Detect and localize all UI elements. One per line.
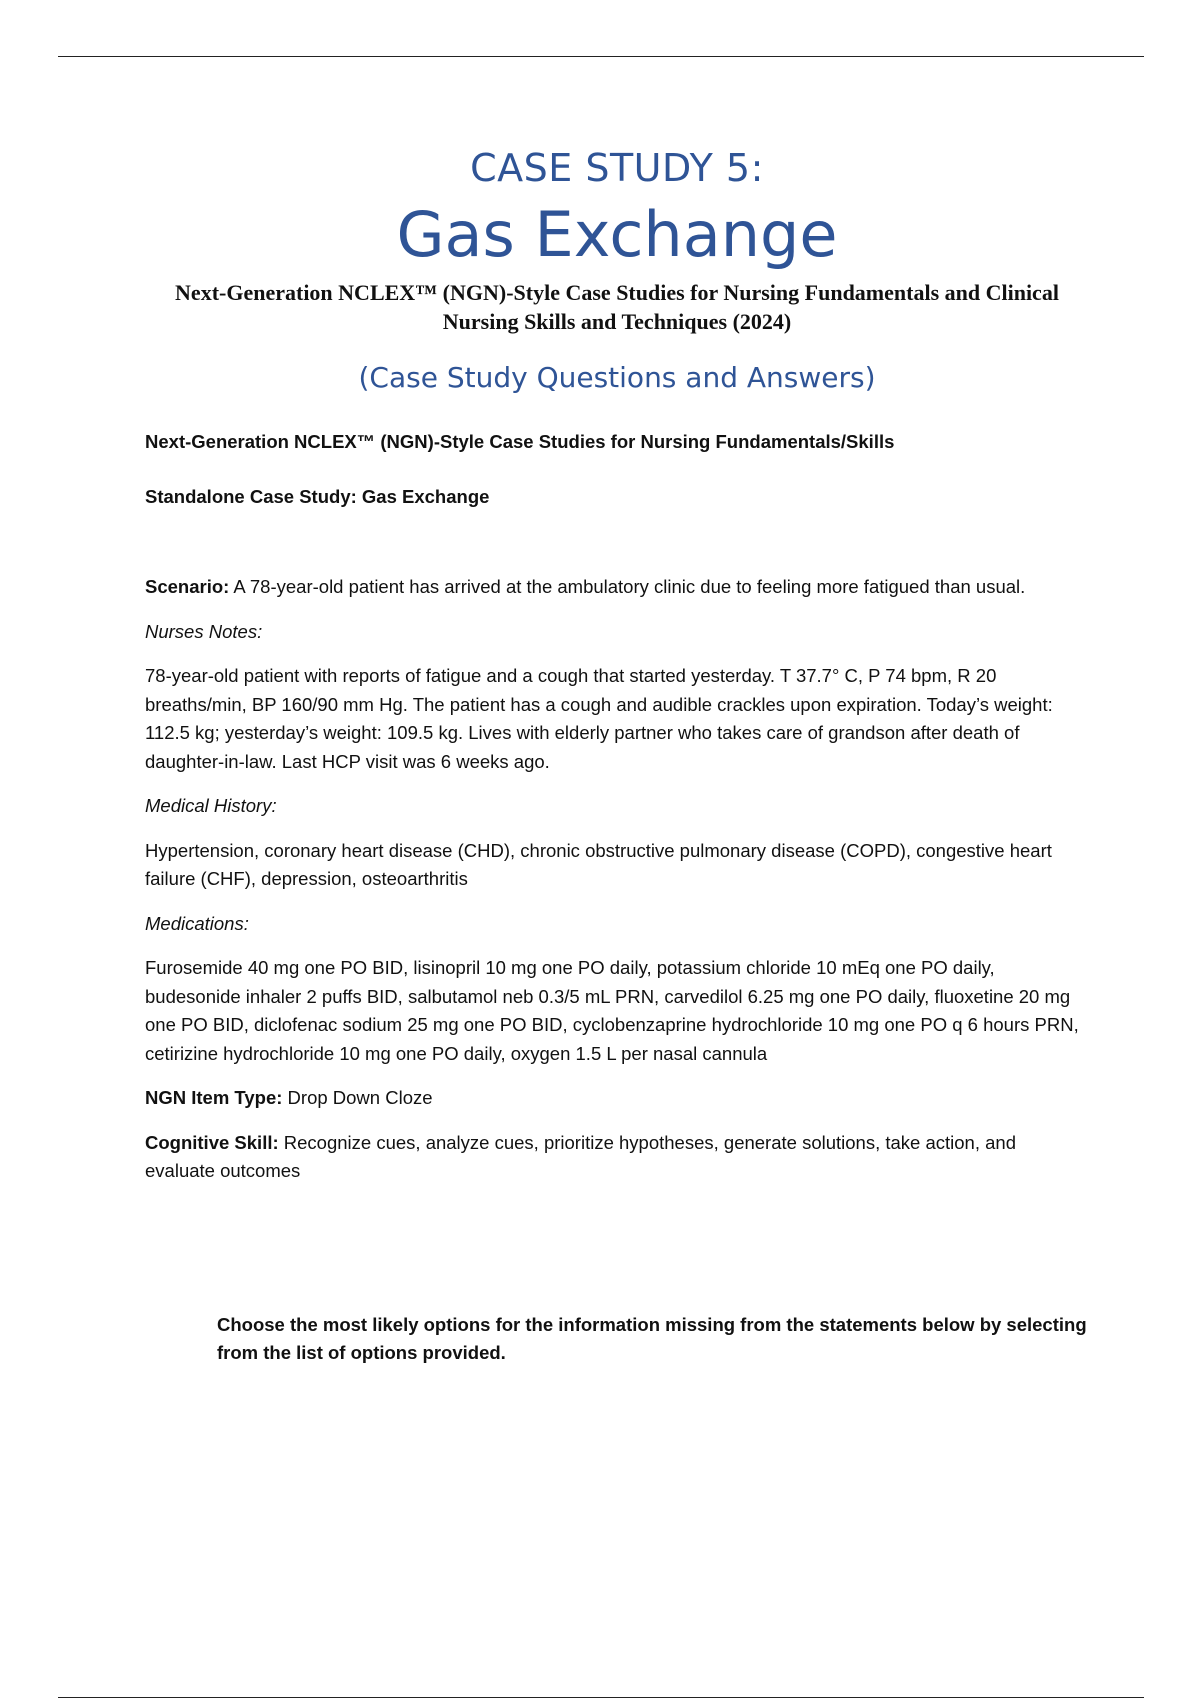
case-study-label: CASE STUDY 5: <box>470 146 764 190</box>
page-title: Gas Exchange <box>396 198 838 271</box>
nurses-notes-text: 78-year-old patient with reports of fatigue and a cough that started yesterday. T 37.7° C, P 74 bpm, R 20 breaths/min, BP 160/90 mm Hg. The patient has a cough and audible crackles upon expiration. Today’s weight: 112.5 kg; yesterday’s weight: 109.5 kg. Lives with elderly partner who takes care of grandson after death of daughter-in-law. Last HCP visit was 6 weeks ago. <box>145 665 1053 772</box>
scenario-text: A 78-year-old patient has arrived at the ambulatory clinic due to feeling more fatigued than usual. <box>229 576 1026 597</box>
nurses-notes-label: Nurses Notes: <box>145 620 263 642</box>
cognitive-skill-text: Recognize cues, analyze cues, prioritize hypotheses, generate solutions, take action, and evaluate outcomes <box>145 1131 1016 1181</box>
medical-history-label: Medical History: <box>145 795 277 816</box>
bottom-rule <box>58 1697 1144 1698</box>
medical-history-text: Hypertension, coronary heart disease (CHD), chronic obstructive pulmonary disease (COPD), congestive heart failure (CHF), depression, osteoarthritis <box>145 839 1052 889</box>
medications-text: Furosemide 40 mg one PO BID, lisinopril 10 mg one PO daily, potassium chloride 10 mEq one PO daily, budesonide inhaler 2 puffs BID, salbutamol neb 0.3/5 mL PRN, carvedilol 6.25 mg one PO daily, fluoxetine 20 mg one PO BID, diclofenac sodium 25 mg one PO BID, cyclobenzaprine hydrochloride 10 mg one PO q 6 hours PRN, cetirizine hydrochloride 10 mg one PO daily, oxygen 1.5 L per nasal cannula <box>145 957 1079 1064</box>
series-title: Next-Generation NCLEX™ (NGN)-Style Case Studies for Nursing Fundamentals/Skills <box>145 431 895 452</box>
item-type-paragraph <box>145 1084 1090 1113</box>
cognitive-skill-paragraph <box>145 1129 1090 1186</box>
instructions: Choose the most likely options for the information missing from the statements below by selecting from the list of options provided. <box>217 1313 1087 1363</box>
title-block <box>0 142 1200 396</box>
document-body <box>145 428 1090 1186</box>
item-type-label: NGN Item Type: <box>145 1087 283 1108</box>
scenario-label: Scenario: <box>145 576 230 597</box>
cognitive-skill-label: Cognitive Skill: <box>145 1131 279 1153</box>
medications-label: Medications: <box>145 912 249 934</box>
top-rule <box>58 56 1144 57</box>
subtitle: Next-Generation NCLEX™ (NGN)-Style Case Studies for Nursing Fundamentals and Clinical Nursing Skills and Techniques (2024) <box>175 280 1059 334</box>
scenario-paragraph <box>145 573 1090 602</box>
qa-label: (Case Study Questions and Answers) <box>358 361 876 394</box>
standalone-title: Standalone Case Study: Gas Exchange <box>145 485 490 507</box>
item-type-text: Drop Down Cloze <box>282 1087 433 1108</box>
